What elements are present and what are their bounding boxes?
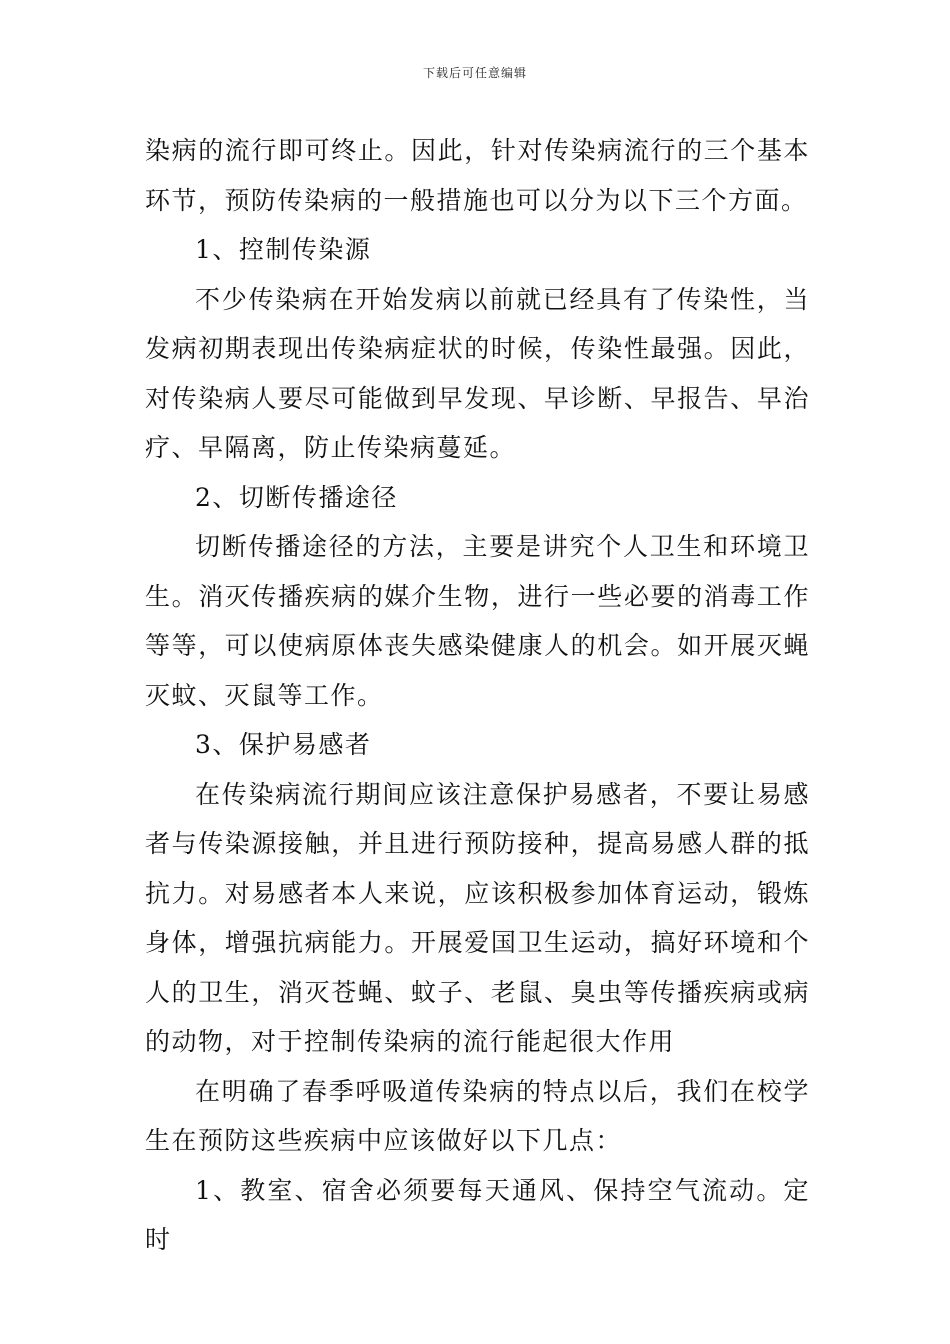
section-heading-cut-transmission: 2、切断传播途径: [195, 482, 398, 512]
paragraph-student-prevention-intro: 在明确了春季呼吸道传染病的特点以后，我们在校学生在预防这些疾病中应该做好以下几点：: [145, 1076, 810, 1155]
section-heading-control-source: 1、控制传染源: [195, 235, 372, 264]
paragraph-cut-transmission: 切断传播途径的方法，主要是讲究个人卫生和环境卫生。消灭传播疾病的媒介生物，进行一些必要的消毒工作等等，可以使病原体丧失感染健康人的机会。如开展灭蝇灭蚊、灭鼠等工作。: [145, 532, 810, 710]
section-heading-protect-susceptible: 3、保护易感者: [195, 730, 372, 759]
paragraph-control-source: 不少传染病在开始发病以前就已经具有了传染性，当发病初期表现出传染病症状的时候，传染性最强。因此，对传染病人要尽可能做到早发现、早诊断、早报告、早治疗、早隔离，防止传染病蔓延。: [145, 284, 810, 462]
paragraph-protect-susceptible: 在传染病流行期间应该注意保护易感者，不要让易感者与传染源接触，并且进行预防接种，提高易感人群的抵抗力。对易感者本人来说，应该积极参加体育运动，锻炼身体，增强抗病能力。开展爱国卫生运动，搞好环境和个人的卫生，消灭苍蝇、蚊子、老鼠、臭虫等传播疾病或病的动物，对于控制传染病的流行能起很大作用: [145, 779, 810, 1056]
paragraph-continuation: 染病的流行即可终止。因此，针对传染病流行的三个基本环节，预防传染病的一般措施也可以分为以下三个方面。: [145, 136, 810, 215]
list-item-ventilation: 1、教室、宿舍必须要每天通风、保持空气流动。定时: [145, 1175, 810, 1254]
document-body: [145, 126, 810, 1265]
page-header: 下载后可任意编辑: [422, 66, 527, 80]
